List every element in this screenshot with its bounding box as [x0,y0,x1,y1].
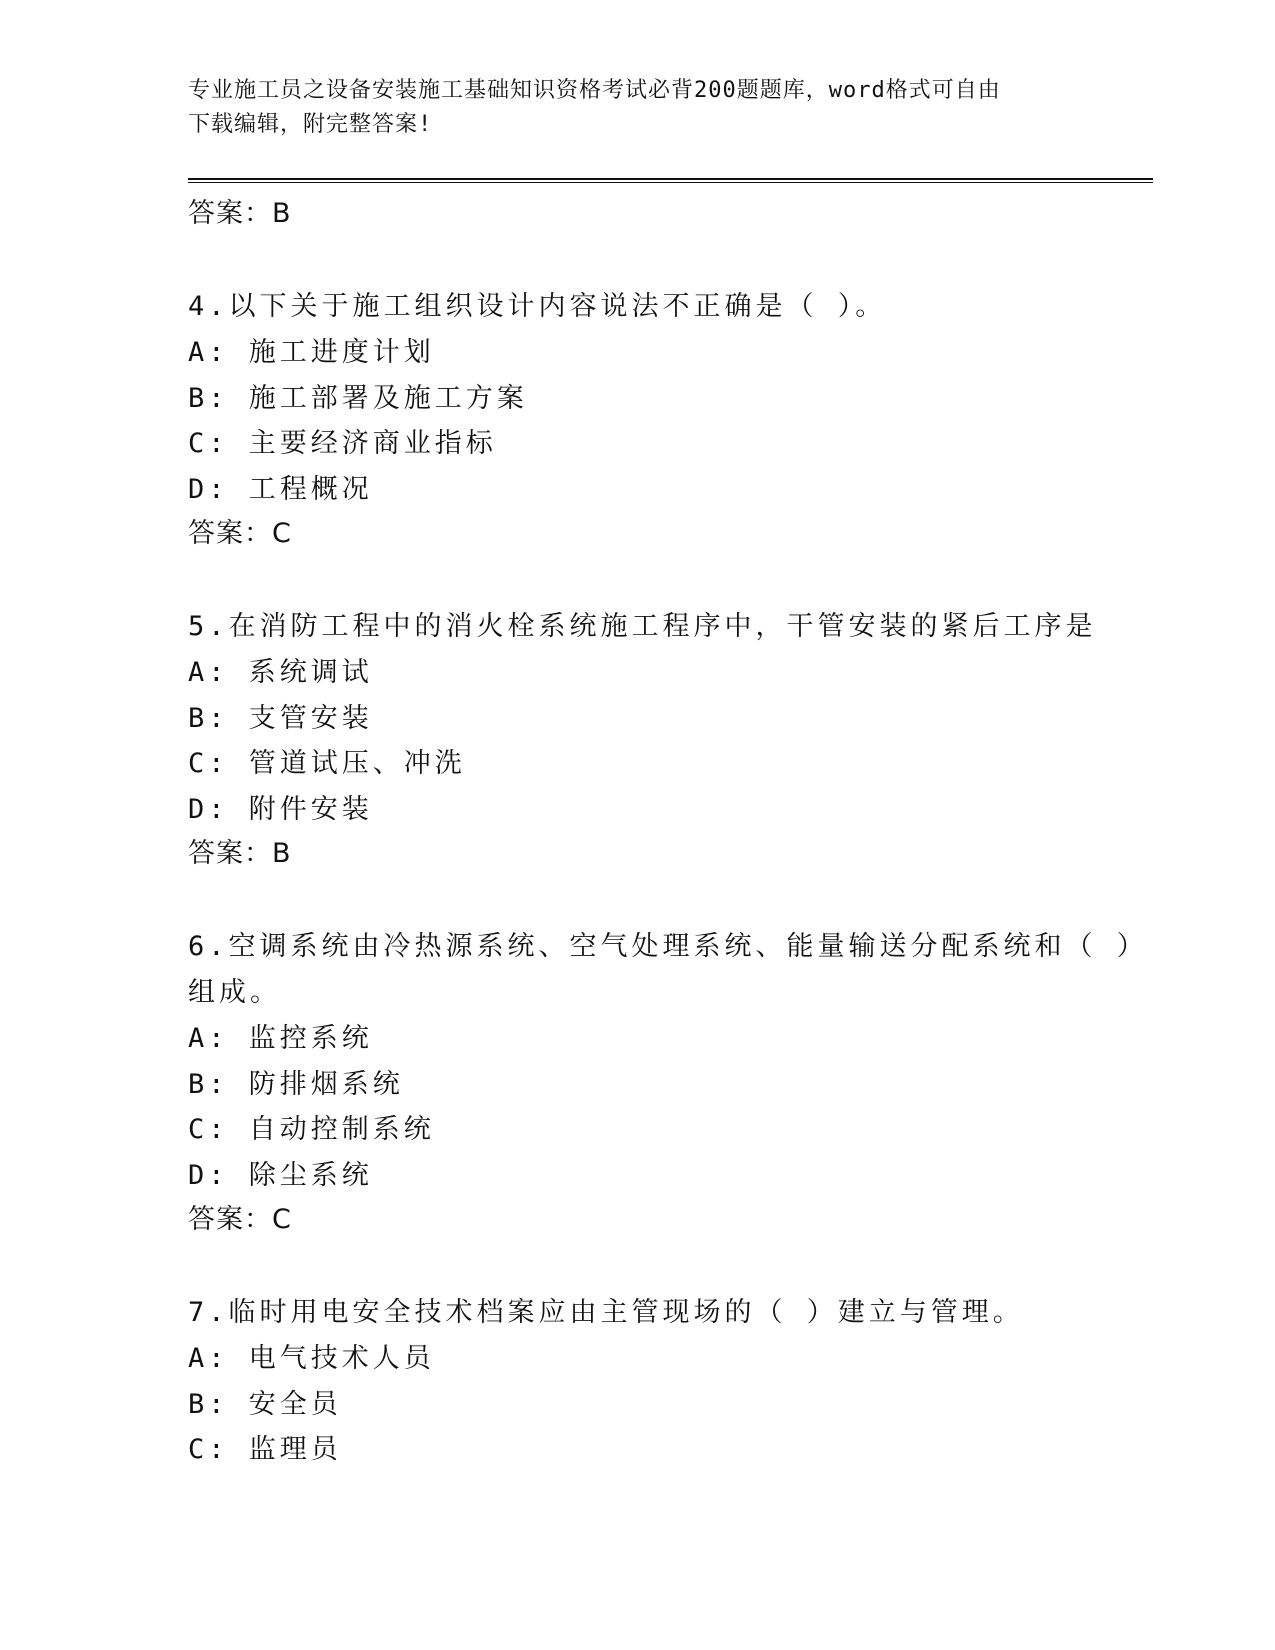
page-header: 专业施工员之设备安装施工基础知识资格考试必背200题题库，word格式可自由 下载编辑，附完整答案! [188,78,1001,137]
question-text: 6.空调系统由冷热源系统、空气处理系统、能量输送分配系统和（ ）组成。 [188,931,1148,1008]
option-b: B: 支管安装 [188,702,373,734]
option-d: D: 工程概况 [188,473,373,505]
option-c: C: 主要经济商业指标 [188,428,497,459]
question-7 [188,1290,1153,1473]
question-6 [188,924,1153,1244]
option-a: A: 电气技术人员 [188,1343,435,1374]
option-d: D: 附件安装 [188,793,373,825]
question-list [188,192,1153,1473]
header-rule [188,178,1153,183]
question-text: 5.在消防工程中的消火栓系统施工程序中，干管安装的紧后工序是 [188,611,1097,642]
option-c: C: 自动控制系统 [188,1114,435,1145]
question-4 [188,284,1153,558]
option-b: B: 施工部署及施工方案 [188,382,528,414]
question-text: 7.临时用电安全技术档案应由主管现场的（ ）建立与管理。 [188,1297,1024,1328]
option-b: B: 防排烟系统 [188,1068,404,1100]
option-b: B: 安全员 [188,1388,342,1420]
option-c: C: 管道试压、冲洗 [188,748,466,779]
answer: 答案：B [188,838,292,869]
option-d: D: 除尘系统 [188,1159,373,1191]
option-c: C: 监理员 [188,1434,342,1465]
option-a: A: 系统调试 [188,657,373,688]
answer: 答案：C [188,1204,292,1235]
prev-answer: 答案：B [188,198,292,229]
option-a: A: 监控系统 [188,1023,373,1054]
question-text: 4.以下关于施工组织设计内容说法不正确是（ ）。 [188,291,887,322]
option-a: A: 施工进度计划 [188,337,435,368]
question-5 [188,604,1153,878]
answer: 答案：C [188,518,292,549]
